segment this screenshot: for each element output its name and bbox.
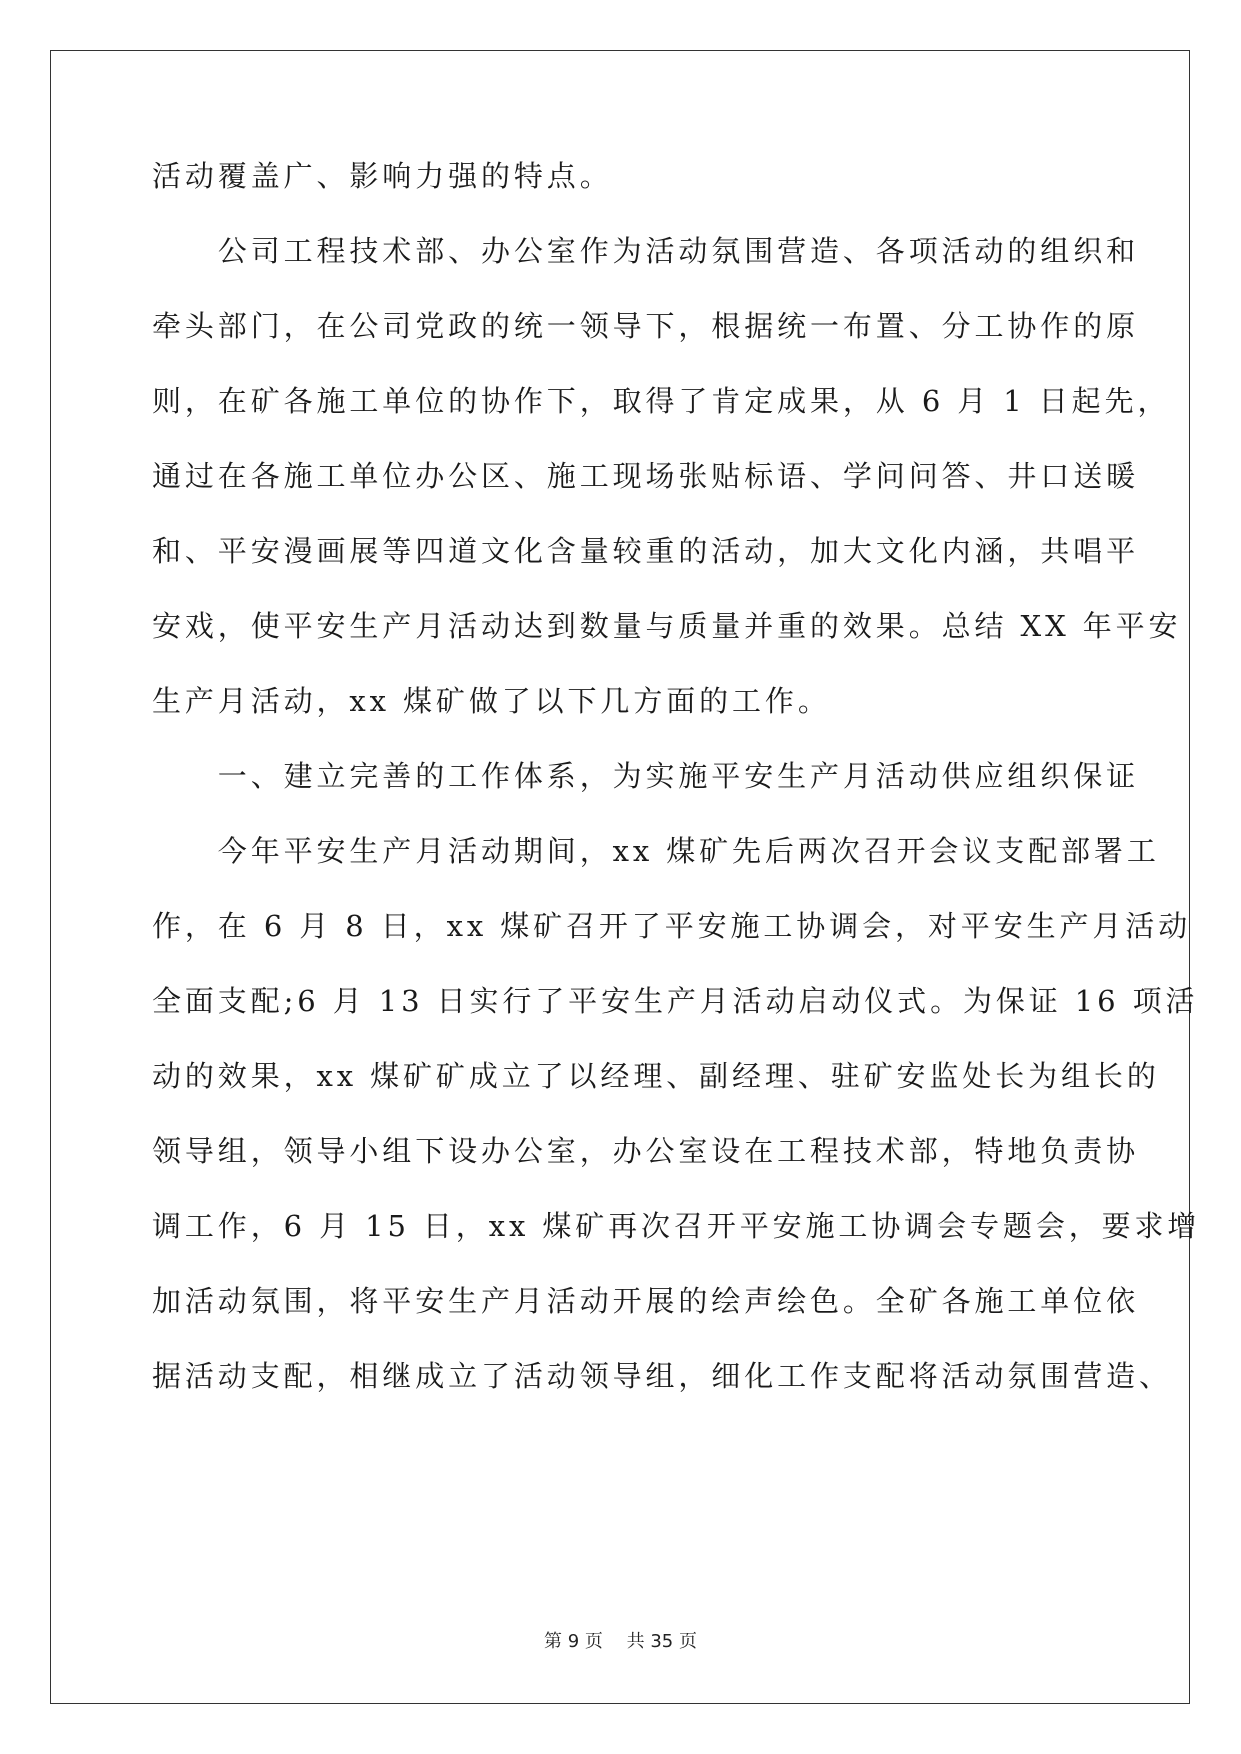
- text-line: 今年平安生产月活动期间，xx 煤矿先后两次召开会议支配部署工: [152, 834, 1160, 868]
- page-number-footer: 第 9 页 共 35 页: [544, 1631, 697, 1652]
- text-line: 全面支配;6 月 13 日实行了平安生产月活动启动仪式。为保证 16 项活: [152, 984, 1199, 1018]
- text-line: 安戏，使平安生产月活动达到数量与质量并重的效果。总结 XX 年平安: [152, 609, 1182, 643]
- text-line: 领导组，领导小组下设办公室，办公室设在工程技术部，特地负责协: [152, 1134, 1140, 1168]
- text-line: 活动覆盖广、影响力强的特点。: [152, 159, 613, 193]
- text-line: 公司工程技术部、办公室作为活动氛围营造、各项活动的组织和: [152, 234, 1140, 268]
- text-line: 动的效果，xx 煤矿矿成立了以经理、副经理、驻矿安监处长为组长的: [152, 1059, 1160, 1093]
- section-heading: 一、建立完善的工作体系，为实施平安生产月活动供应组织保证: [152, 759, 1140, 793]
- text-line: 和、平安漫画展等四道文化含量较重的活动，加大文化内涵，共唱平: [152, 534, 1140, 568]
- text-line: 通过在各施工单位办公区、施工现场张贴标语、学问问答、井口送暖: [152, 459, 1140, 493]
- text-line: 据活动支配，相继成立了活动领导组，细化工作支配将活动氛围营造、: [152, 1359, 1172, 1393]
- text-line: 牵头部门，在公司党政的统一领导下，根据统一布置、分工协作的原: [152, 309, 1140, 343]
- text-line: 生产月活动，xx 煤矿做了以下几方面的工作。: [152, 684, 831, 718]
- text-line: 作，在 6 月 8 日，xx 煤矿召开了平安施工协调会，对平安生产月活动: [152, 909, 1192, 943]
- text-line: 调工作，6 月 15 日，xx 煤矿再次召开平安施工协调会专题会，要求增: [152, 1209, 1201, 1243]
- text-line: 则，在矿各施工单位的协作下，取得了肯定成果，从 6 月 1 日起先，: [152, 384, 1171, 418]
- page-border: [50, 50, 1190, 1704]
- text-line: 加活动氛围，将平安生产月活动开展的绘声绘色。全矿各施工单位依: [152, 1284, 1140, 1318]
